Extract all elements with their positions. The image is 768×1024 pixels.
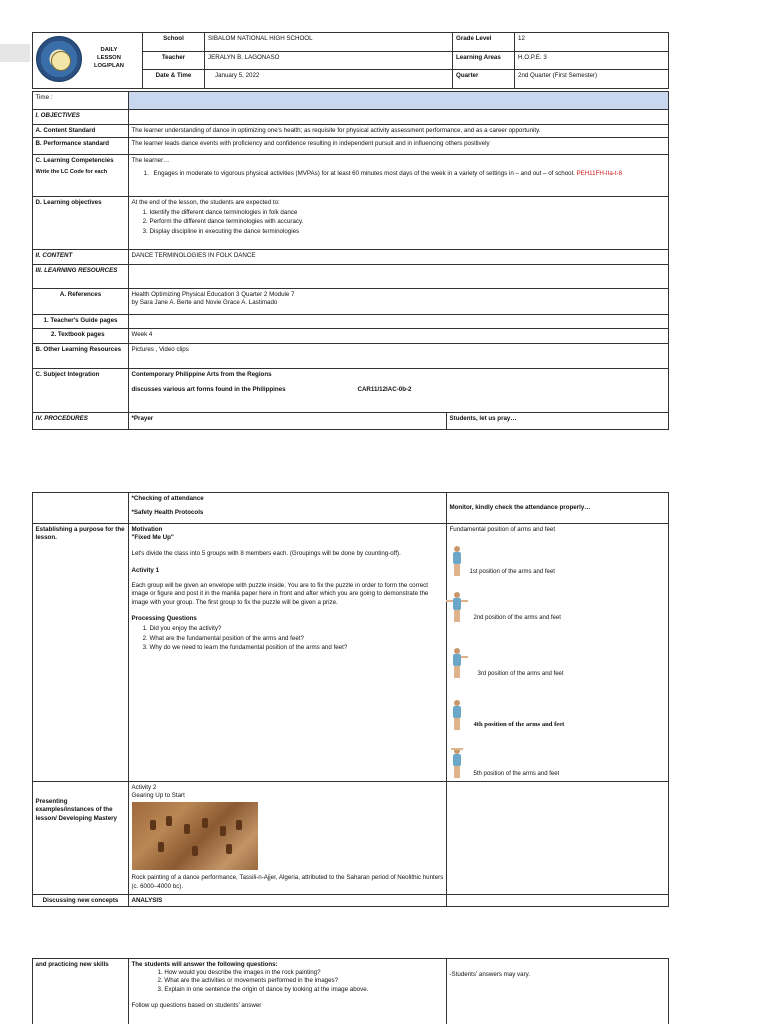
grade-value: 12 [515, 33, 669, 52]
time-value [129, 92, 669, 110]
content-standard-label: A. Content Standard [33, 125, 129, 138]
quarter-label: Quarter [453, 70, 515, 89]
area-value: H.O.P.E. 3 [515, 52, 669, 70]
position-4: 4th position of the arms and feet [450, 678, 666, 730]
textbook-value: Week 4 [129, 329, 669, 344]
answers-vary: -Students' answers may vary. [447, 959, 669, 1024]
date-value: January 5, 2022 [205, 70, 453, 89]
quarter-value: 2nd Quarter (First Semester) [515, 70, 669, 89]
attendance-right: Monitor, kindly check the attendance properly… [447, 493, 669, 524]
integration-code: CAR11/12IAC-0b-2 [357, 385, 412, 393]
objectives-label: I. OBJECTIVES [33, 110, 129, 125]
other-resources-label: B. Other Learning Resources [33, 344, 129, 369]
references-value: Health Optimizing Physical Education 3 Quarter 2 Module 7 by Sara Jane A. Berte and Novie Grace A. Lastimado [129, 289, 669, 315]
deped-seal-icon [36, 36, 82, 82]
practice-table [32, 958, 669, 1024]
position-1: 1st position of the arms and feet [450, 534, 666, 576]
motivation-cell: Motivation "Fixed Me Up" Let's divide the class into 5 groups with 8 members each. (Groupings will be done by counting-off). Activity 1 Each group will be given an envelope with puzzle inside. You are to fix the puzzle in order to form the correct image or figure and post it in the manila paper here in front and after which you are going to demonstrate the image with your group. The first group to fix the puzzle will be given a prize. Processing Questions 1. Did you enjoy the activity? 2. What are the fundamental position of the arms and feet? 3. Why do we need to learn the fundamental position of the arms and feet? [129, 524, 447, 782]
content-value: DANCE TERMINOLOGIES IN FOLK DANCE [129, 250, 669, 265]
performance-standard-label: B. Performance standard [33, 138, 129, 155]
school-label: School [143, 33, 205, 52]
area-label: Learning Areas [453, 52, 515, 70]
competencies-intro: The learner… [131, 156, 170, 164]
analysis-label: ANALYSIS [129, 895, 447, 907]
dancer-icon [450, 700, 464, 730]
teacher-value: JERALYN B. LAGONASO [205, 52, 453, 70]
activity2-cell: Activity 2 Gearing Up to Start Rock painting of a dance performance, Tassili-n-Ajjer, Algeria, attributed to the Saharan period of Neolithic hunters (c. 6000–4000 bc). [129, 782, 447, 895]
teacher-label: Teacher [143, 52, 205, 70]
date-label: Date & Time [143, 70, 205, 89]
competency-text: Engages in moderate to vigorous physical activities (MVPAs) for at least 60 minutes most days of the week in a variety of settings in – and out – of school. PEH11FH-IIa-t-8 [153, 169, 623, 177]
practicing-label: and practicing new skills [33, 959, 129, 1024]
purpose-label: Establishing a purpose for the lesson. [33, 524, 129, 782]
other-resources-value: Pictures , Video clips [129, 344, 669, 369]
procedures-table [32, 492, 669, 907]
time-label: Time : [33, 92, 129, 110]
position-5: 5th position of the arms and feet [450, 730, 666, 778]
school-value: SIBALOM NATIONAL HIGH SCHOOL [205, 33, 453, 52]
content-standard-value: The learner understanding of dance in optimizing one's health; as requisite for physical activity assessment performance, and as a career opportunity. [129, 125, 669, 138]
content-label: II. CONTENT [33, 250, 129, 265]
rock-painting-image [132, 802, 258, 870]
competency-number: 1. [143, 169, 149, 177]
resources-label: III. LEARNING RESOURCES [33, 265, 129, 289]
processing-list: 1. Did you enjoy the activity? 2. What are the fundamental position of the arms and feet? 3. Why do we need to learn the fundamental position of the arms and feet? [132, 625, 444, 652]
header-table [32, 32, 669, 89]
tg-label: 1. Teacher's Guide pages [33, 315, 129, 329]
position-2: 2nd position of the arms and feet [450, 576, 666, 622]
dancer-icon [450, 748, 464, 778]
integration-label: C. Subject Integration [33, 369, 129, 413]
grade-label: Grade Level [453, 33, 515, 52]
lc-code-label: Write the LC Code for each [35, 168, 108, 175]
rock-painting-caption: Rock painting of a dance performance, Tassili-n-Ajjer, Algeria, attributed to the Saharan period of Neolithic hunters (c. 6000–4000 bc). [131, 874, 444, 890]
lesson-table [32, 91, 669, 430]
dancer-icon [450, 648, 464, 678]
doc-title: DAILY LESSON LOG/PLAN [94, 47, 124, 69]
textbook-label: 2. Textbook pages [33, 329, 129, 344]
page-edge-tab [0, 44, 30, 62]
procedures-label: IV. PROCEDURES [33, 413, 129, 430]
integration-value: Contemporary Philippine Arts from the Regions discusses various art forms found in the Philippines CAR11/12IAC-0b-2 [129, 369, 669, 413]
questions-cell: The students will answer the following questions: 1. How would you describe the images in the rock painting? 2. What are the activities or movements performed in the images? 3. Explain in one sentence the origin of dance by looking at the image above. Follow up questions based on students' answer [129, 959, 447, 1024]
header-logo-cell [33, 33, 143, 89]
presenting-label: Presenting examples/instances of the lesson/ Developing Mastery [33, 782, 129, 895]
fundamental-positions-cell: Fundamental position of arms and feet 1st position of the arms and feet 2nd position of the arms and feet 3rd position of the arms and feet 4th position of the arms and feet 5th position of the arms and feet [447, 524, 669, 782]
discussing-label: Discussing new concepts [33, 895, 129, 907]
procedures-right: Students, let us pray… [447, 413, 669, 430]
competencies-label: C. Learning Competencies [35, 156, 114, 164]
position-3: 3rd position of the arms and feet [450, 622, 666, 678]
learning-objectives-value: At the end of the lesson, the students are expected to: 1. Identify the different dance terminologies in folk dance 2. Perform the different dance terminologies with accuracy. 3. Display discipline in executing the dance terminologies [129, 197, 669, 250]
dancer-icon [450, 546, 464, 576]
dancer-icon [450, 592, 464, 622]
procedures-prayer: *Prayer [129, 413, 447, 430]
references-label: A. References [33, 289, 129, 315]
competencies-value [129, 155, 669, 197]
competency-code: PEH11FH-IIa-t-8 [576, 169, 623, 177]
performance-standard-value: The learner leads dance events with proficiency and confidence resulting in independent pursuit and in influencing others positively [129, 138, 669, 155]
competencies-cell [33, 155, 129, 197]
objectives-list: 1. Identify the different dance terminologies in folk dance 2. Perform the different dance terminologies with accuracy. 3. Display discipline in executing the dance terminologies [132, 209, 666, 236]
attendance-cell: *Checking of attendance *Safety Health Protocols [129, 493, 447, 524]
learning-objectives-label: D. Learning objectives [33, 197, 129, 250]
